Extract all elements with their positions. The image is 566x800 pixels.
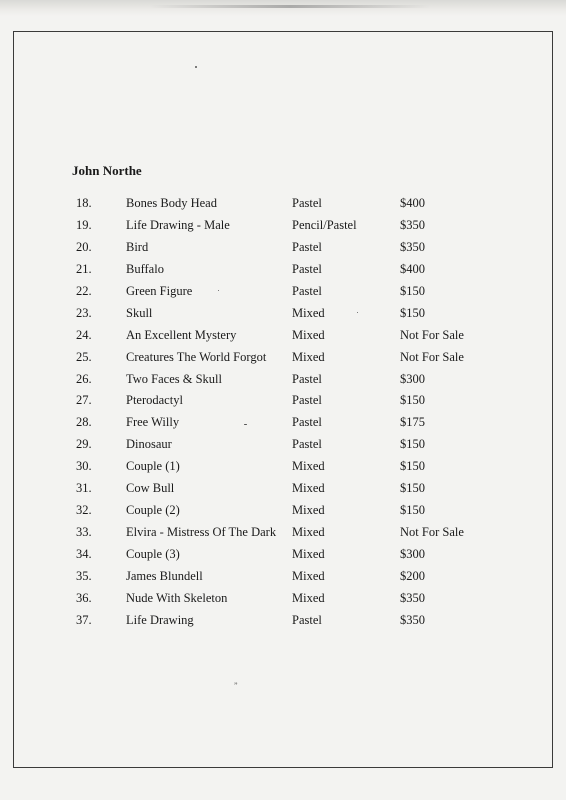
artwork-row — [0, 521, 566, 543]
artwork-row — [0, 389, 566, 411]
artwork-medium: Mixed — [292, 349, 325, 364]
artwork-medium: Mixed — [292, 481, 325, 496]
artwork-title: Nude With Skeleton — [126, 590, 228, 605]
artwork-price: $350 — [400, 217, 425, 232]
artwork-price: $150 — [400, 481, 425, 496]
artwork-price: $350 — [400, 239, 425, 254]
artwork-number: 37. — [76, 612, 92, 627]
artwork-price: $350 — [400, 612, 425, 627]
artwork-medium: Mixed — [292, 503, 325, 518]
artwork-row — [0, 543, 566, 565]
artwork-row — [0, 368, 566, 390]
artwork-title: Couple (1) — [126, 459, 180, 474]
artwork-title: Bird — [126, 239, 149, 254]
scan-streak — [150, 5, 430, 8]
artwork-row — [0, 499, 566, 521]
artwork-row — [0, 477, 566, 499]
artwork-price: $150 — [400, 283, 425, 298]
artwork-price: $150 — [400, 437, 425, 452]
artwork-price: $300 — [400, 547, 425, 561]
artist-heading: John Northe — [72, 163, 142, 178]
artwork-price: $150 — [400, 393, 425, 408]
artwork-number: 19. — [76, 217, 92, 232]
artwork-price: Not For Sale — [400, 525, 464, 540]
artwork-list — [0, 192, 566, 631]
artwork-title: Free Willy — [126, 415, 180, 430]
artwork-title: Two Faces & Skull — [126, 371, 222, 386]
artwork-medium: Pastel — [292, 415, 322, 430]
artwork-row — [0, 258, 566, 280]
artwork-row — [0, 609, 566, 631]
artwork-medium: Mixed — [292, 459, 325, 474]
artwork-title: Pterodactyl — [126, 393, 183, 408]
artwork-number: 18. — [76, 196, 92, 210]
artwork-row — [0, 455, 566, 477]
artwork-number: 21. — [76, 261, 92, 276]
artwork-medium: Pastel — [292, 261, 322, 276]
artwork-title: Life Drawing — [126, 612, 194, 627]
artwork-number: 22. — [76, 283, 92, 298]
artwork-title: Cow Bull — [126, 481, 175, 496]
artwork-number: 33. — [76, 525, 92, 540]
artwork-medium: Pencil/Pastel — [292, 217, 357, 232]
artwork-row — [0, 280, 566, 302]
artwork-row — [0, 214, 566, 236]
artwork-number: 34. — [76, 547, 92, 561]
artwork-medium: Mixed — [292, 568, 325, 583]
artwork-medium: Pastel — [292, 612, 322, 627]
artwork-row — [0, 411, 566, 433]
artwork-medium: Pastel — [292, 239, 322, 254]
artwork-row — [0, 565, 566, 587]
artwork-title: Creatures The World Forgot — [126, 349, 267, 364]
artwork-medium: Mixed — [292, 590, 325, 605]
artwork-title: Bones Body Head — [126, 196, 217, 210]
artwork-title: Buffalo — [126, 261, 164, 276]
artwork-number: 27. — [76, 393, 92, 408]
artwork-number: 36. — [76, 590, 92, 605]
artwork-medium: Mixed — [292, 525, 325, 540]
artwork-number: 32. — [76, 503, 92, 518]
artwork-title: An Excellent Mystery — [126, 327, 237, 342]
scan-shadow — [0, 0, 566, 16]
artwork-medium: Pastel — [292, 393, 322, 408]
artwork-price: $400 — [400, 196, 425, 210]
footer-mark: ” — [234, 681, 238, 690]
artwork-row — [0, 236, 566, 258]
artwork-number: 30. — [76, 459, 92, 474]
artwork-price: Not For Sale — [400, 349, 464, 364]
artwork-medium: Mixed — [292, 547, 325, 561]
artwork-price: Not For Sale — [400, 327, 464, 342]
artwork-number: 20. — [76, 239, 92, 254]
artwork-title: Couple (2) — [126, 503, 180, 518]
artwork-number: 35. — [76, 568, 92, 583]
artwork-price: $200 — [400, 568, 425, 583]
artwork-medium: Pastel — [292, 371, 322, 386]
artwork-number: 26. — [76, 371, 92, 386]
scan-speck — [195, 66, 197, 68]
artwork-number: 31. — [76, 481, 92, 496]
artwork-price: $150 — [400, 503, 425, 518]
artwork-title: Elvira - Mistress Of The Dark — [126, 525, 277, 540]
artwork-title: Dinosaur — [126, 437, 172, 452]
artwork-row — [0, 302, 566, 324]
artwork-title: Couple (3) — [126, 547, 180, 561]
artwork-number: 29. — [76, 437, 92, 452]
artwork-price: $350 — [400, 590, 425, 605]
artwork-row — [0, 192, 566, 214]
artwork-number: 24. — [76, 327, 92, 342]
artwork-row — [0, 433, 566, 455]
artwork-medium: Mixed — [292, 305, 325, 320]
artwork-row — [0, 346, 566, 368]
artwork-medium: Pastel — [292, 437, 322, 452]
artwork-price: $175 — [400, 415, 425, 430]
artwork-price: $400 — [400, 261, 425, 276]
artwork-medium: Pastel — [292, 283, 322, 298]
artwork-number: 25. — [76, 349, 92, 364]
artwork-row — [0, 587, 566, 609]
artwork-price: $300 — [400, 371, 425, 386]
artwork-row — [0, 324, 566, 346]
artwork-medium: Mixed — [292, 327, 325, 342]
artwork-number: 23. — [76, 305, 92, 320]
artwork-title: James Blundell — [126, 568, 203, 583]
artwork-number: 28. — [76, 415, 92, 430]
artwork-title: Life Drawing - Male — [126, 217, 230, 232]
artwork-title: Green Figure — [126, 283, 193, 298]
artwork-title: Skull — [126, 305, 153, 320]
artwork-price: $150 — [400, 305, 425, 320]
artwork-price: $150 — [400, 459, 425, 474]
artwork-medium: Pastel — [292, 196, 322, 210]
